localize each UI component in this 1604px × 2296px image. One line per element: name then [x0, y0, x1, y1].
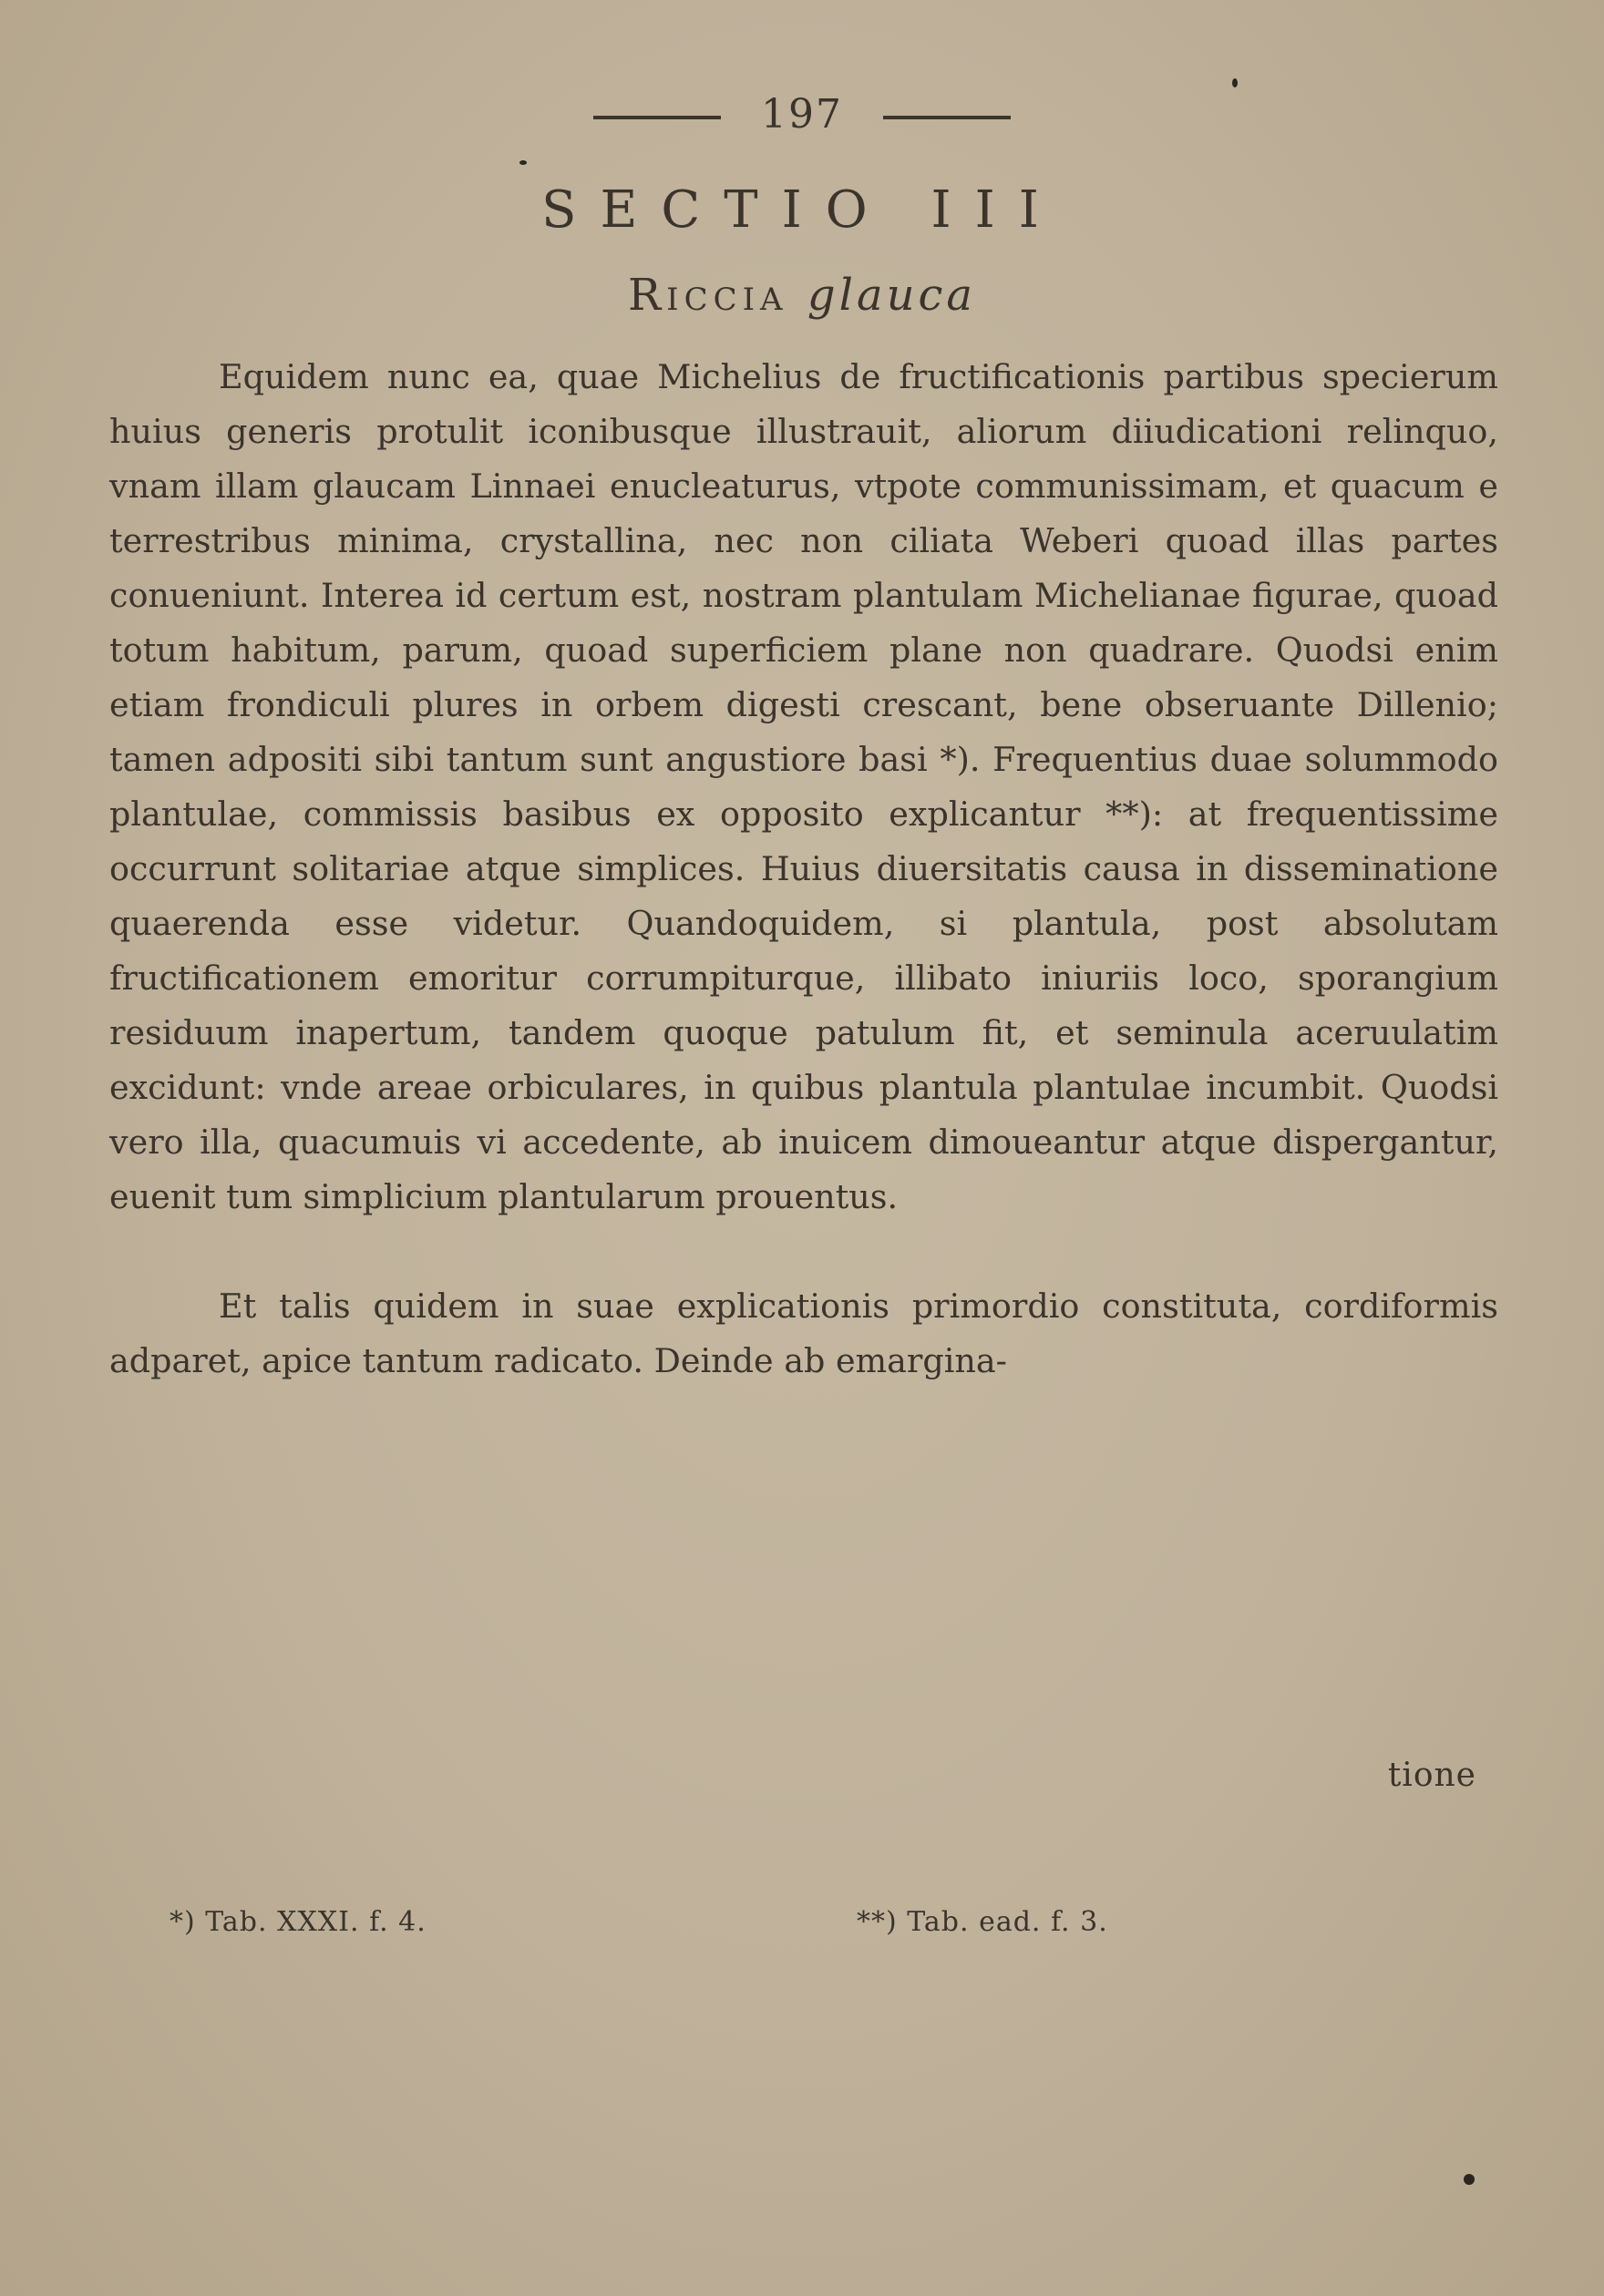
catchword: tione: [1387, 1757, 1476, 1794]
genus-name: Riccia: [628, 270, 788, 321]
header-rule-right: [883, 116, 1011, 119]
species-name: glauca: [807, 270, 976, 321]
ink-speck: [1464, 2174, 1475, 2185]
page-number: 197: [761, 91, 843, 138]
paragraph-1: Equidem nunc ea, quae Michelius de fructificationis partibus specierum huius generis protulit iconibusque illustrauit, aliorum diiudicationi relinquo, vnam illam glaucam Linnaei enucleaturus, vtpote communissimam, et quacum e terrestribus minima, crystallina, nec non ciliata Weberi quoad illas partes conueniunt. Interea id certum est, nostram plantulam Michelianae figurae, quoad totum habitum, parum, quoad superficiem plane non quadrare. Quodsi enim etiam frondiculi plures in orbem digesti crescant, bene obseruante Dillenio; tamen adpositi sibi tantum sunt angustiore basi *). Frequentius duae solummodo plantulae, commissis basibus ex opposito explicantur **): at frequentissime occurrunt solitariae atque simplices. Huius diuersitatis causa in disseminatione quaerenda esse videtur. Quandoquidem, si plantula, post absolutam fructificationem emoritur corrumpiturque, illibato iniuriis loco, sporangium residuum inapertum, tandem quoque patulum fit, et seminula aceruulatim excidunt: vnde areae orbiculares, in quibus plantula plantulae incumbit. Quodsi vero illa, quacumuis vi accedente, ab inuicem dimoueantur atque dispergantur, euenit tum simplicium plantularum prouentus.: [109, 357, 1498, 1216]
footnote-2: **) Tab. ead. f. 3.: [857, 1906, 1108, 1938]
header-rule-left: [593, 116, 721, 119]
page-header: [0, 91, 1604, 138]
paragraph-2: Et talis quidem in suae explicationis primordio constituta, cordiformis adparet, apice tantum radicato. Deinde ab emargina-: [109, 1286, 1498, 1380]
species-title: [0, 270, 1604, 321]
main-text: [109, 350, 1498, 1389]
ink-speck: [1232, 78, 1238, 87]
section-title: SECTIO III: [541, 180, 1063, 240]
ink-speck: [519, 160, 527, 165]
footnote-1: *) Tab. XXXI. f. 4.: [170, 1906, 427, 1938]
